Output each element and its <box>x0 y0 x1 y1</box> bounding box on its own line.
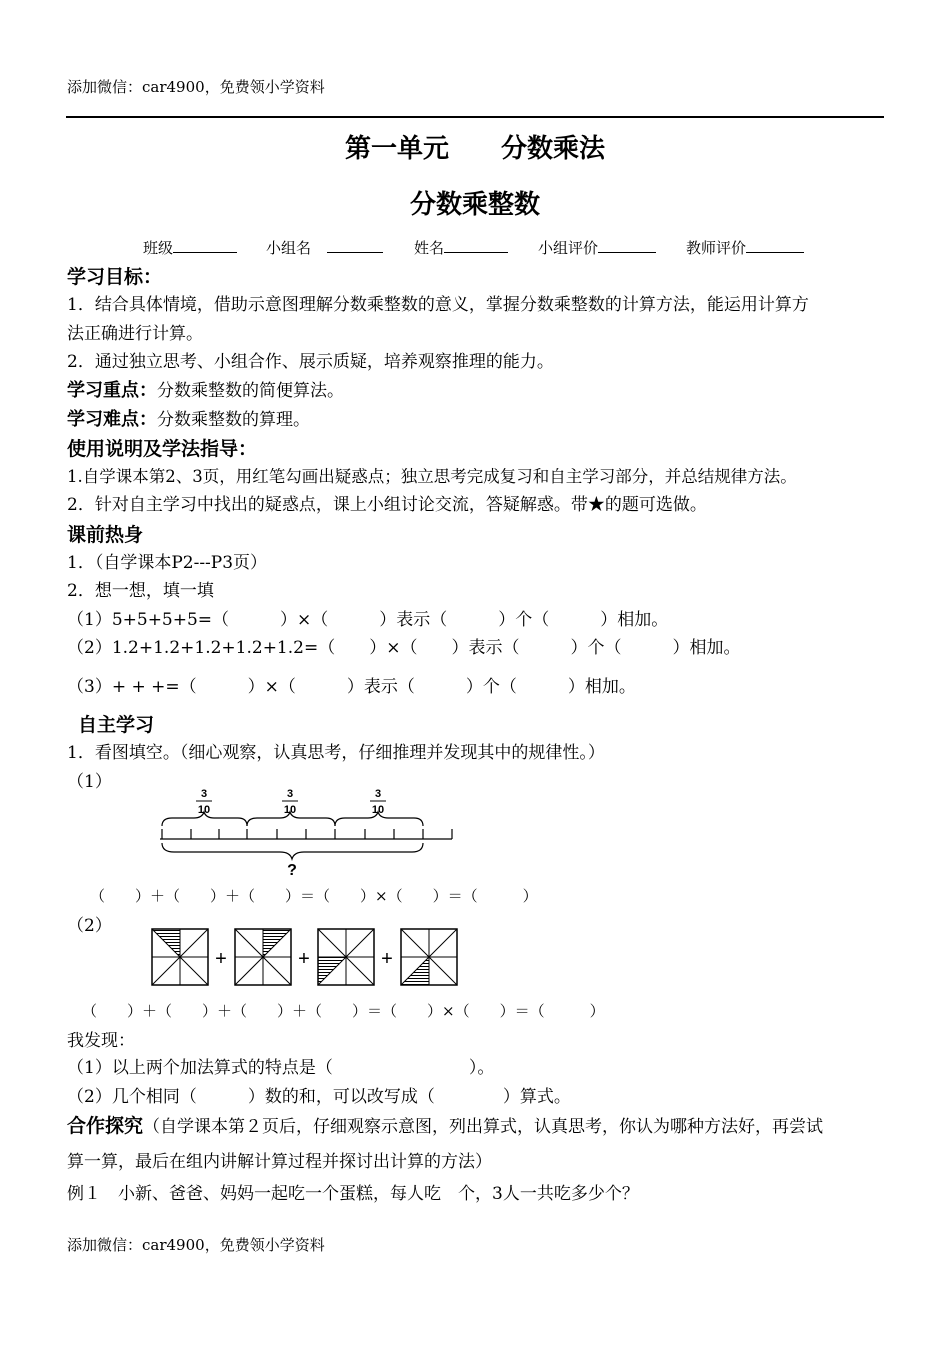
part2-label: （2） <box>67 916 112 936</box>
part1-label: （1） <box>67 772 112 792</box>
guide-line-1: 1.自学课本第2、3页，用红笔勾画出疑惑点；独立思考完成复习和自主学习部分，并总结规律方法。 <box>67 467 797 486</box>
info-group-eval: 小组评价 <box>538 238 656 258</box>
square-4 <box>401 929 457 985</box>
difficulty: 学习难点：分数乘整数的算理。 <box>67 409 310 430</box>
goal-line-3: 2．通过独立思考、小组合作、展示质疑，培养观察推理的能力。 <box>67 352 554 372</box>
self-study-line-1: 1．看图填空。（细心观察，认真思考，仔细推理并发现其中的规律性。） <box>67 743 605 763</box>
warmup-q2: （2）1.2+1.2+1.2+1.2+1.2=（ ）×（ ）表示（ ）个（ ）相加。 <box>67 638 741 658</box>
info-name: 姓名 <box>414 238 508 258</box>
info-teacher-eval: 教师评价 <box>686 238 804 258</box>
question-mark: ? <box>287 862 297 879</box>
coop-line-1: 合作探究（自学课本第２页后，仔细观察示意图，列出算式，认真思考，你认为哪种方法好，再尝试 <box>67 1115 824 1137</box>
square-3 <box>318 929 374 985</box>
part2-equation: （ ）＋（ ）＋（ ）＋（ ）＝（ ）×（ ）＝（ ） <box>82 1002 605 1020</box>
shaded-squares-figure <box>148 925 468 989</box>
goal-line-2: 法正确进行计算。 <box>67 324 203 344</box>
part1-equation: （ ）＋（ ）＋（ ）＝（ ）×（ ）＝（ ） <box>90 887 538 905</box>
header-note: 添加微信：car4900，免费领小学资料 <box>67 78 325 96</box>
example-1: 例１ 小新、爸爸、妈妈一起吃一个蛋糕，每人吃 个，3人一共吃多少个？ <box>67 1184 639 1204</box>
plus-sign-3: + <box>381 948 393 970</box>
fraction-label-2-denominator: 10 <box>283 804 297 816</box>
plus-sign-1: + <box>215 948 227 970</box>
goal-line-1: 1．结合具体情境，借助示意图理解分数乘整数的意义，掌握分数乘整数的计算方法，能运用计算方 <box>67 295 809 315</box>
square-1 <box>152 929 208 985</box>
warmup-line-2: 2．想一想，填一填 <box>67 581 214 601</box>
info-group: 小组名 <box>266 238 383 258</box>
header-rule <box>66 116 884 118</box>
footer-note: 添加微信：car4900，免费领小学资料 <box>67 1236 325 1254</box>
fraction-label-2-numerator: 3 <box>286 788 294 800</box>
info-class: 班级 <box>143 238 237 258</box>
warmup-q1: （1）5+5+5+5=（ ）×（ ）表示（ ）个（ ）相加。 <box>67 610 669 630</box>
unit-title: 第一单元 分数乘法 <box>344 134 605 164</box>
plus-sign-2: + <box>298 948 310 970</box>
square-2 <box>235 929 291 985</box>
discover-line-1: （1）以上两个加法算式的特点是（ ）。 <box>67 1058 495 1078</box>
fraction-label-3-numerator: 3 <box>374 788 382 800</box>
fraction-number-line <box>150 780 460 880</box>
fraction-label-3-denominator: 10 <box>371 804 385 816</box>
discover-line-2: （2）几个相同（ ）数的和，可以改写成（ ）算式。 <box>67 1087 571 1107</box>
lesson-title: 分数乘整数 <box>409 190 540 220</box>
warmup-line-1: 1．（自学课本P2---P3页） <box>67 553 268 573</box>
warmup-heading: 课前热身 <box>67 524 144 546</box>
coop-line-2: 算一算，最后在组内讲解计算过程并探讨出计算的方法） <box>67 1152 492 1172</box>
key-point: 学习重点：分数乘整数的简便算法。 <box>67 380 344 401</box>
warmup-q3: （3）+ + +=（ ）×（ ）表示（ ）个（ ）相加。 <box>67 677 636 697</box>
discover-heading: 我发现： <box>67 1031 135 1051</box>
self-study-heading: 自主学习 <box>78 714 155 736</box>
fraction-label-1-denominator: 10 <box>197 804 211 816</box>
guide-line-2: 2．针对自主学习中找出的疑惑点，课上小组讨论交流，答疑解惑。带★的题可选做。 <box>67 495 707 515</box>
fraction-label-1-numerator: 3 <box>200 788 208 800</box>
guide-heading: 使用说明及学法指导： <box>67 438 258 460</box>
goals-heading: 学习目标： <box>67 266 163 288</box>
